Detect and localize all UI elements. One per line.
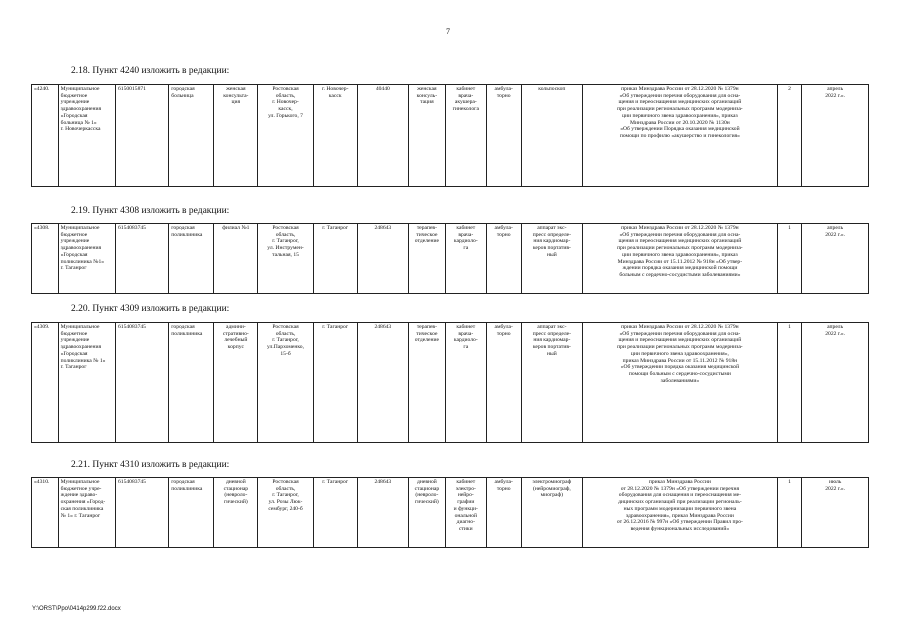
cell-line: аппарат экс-	[537, 324, 567, 330]
section-heading: 2.18. Пункт 4240 изложить в редакции:	[71, 66, 230, 76]
cell-line: «Об утверждении порядка оказания медицинской	[620, 364, 740, 371]
cell-line: 2022 г.».	[825, 231, 846, 238]
cell-line: дицинских организаций при реализации региональ-	[618, 499, 742, 506]
cell-line: больным с сердечно-сосудистыми заболеваниями»	[619, 271, 741, 278]
cell-line: апрель	[827, 324, 844, 330]
cell-line: корпус	[227, 344, 244, 351]
cell-line: админи-	[225, 324, 246, 330]
cell-code: 248643	[357, 323, 408, 443]
cell-num: «4309.	[32, 323, 59, 443]
cell-line: лечебный	[224, 337, 248, 344]
file-path-footer: Y:\ORST\Ppo\0414p299.f22.docx	[32, 606, 121, 612]
cell-line: поликлиника	[171, 330, 203, 337]
cell-line: пресс определе-	[532, 231, 571, 238]
cell-line: охранения «Город-	[60, 499, 106, 506]
cell-line: га	[463, 245, 469, 252]
cell-line: врача-	[458, 330, 474, 337]
cell-line: стики	[458, 525, 473, 532]
cell-line: Ростовская	[272, 225, 299, 231]
cell-line: здравоохранения	[60, 245, 102, 252]
cell-line: г. Таганрог	[322, 225, 349, 231]
cell-line: торно	[496, 231, 511, 238]
cell-line: электро-	[455, 485, 476, 492]
cell-line: тическое	[416, 330, 438, 337]
cell-basis	[583, 323, 778, 443]
cell-line: керов портатив-	[532, 344, 571, 351]
cell-line: поликлиника	[171, 485, 203, 492]
cell-line: приказ Минздрава России	[648, 479, 711, 485]
cell-line: при реализации региональных программ модерниза-	[617, 106, 743, 113]
cell-line: Муниципальное	[60, 86, 100, 92]
cell-line: ния кардиомар-	[533, 337, 571, 344]
cell-line: Ростовская	[272, 324, 299, 330]
cell-line: ул. Инструмен-	[267, 245, 304, 252]
cell-code: 248643	[357, 478, 408, 548]
cell-line: приказ Минздрава России от 15.11.2012 № 918н	[622, 357, 738, 364]
register-table	[31, 477, 869, 548]
cell-line: 2022 г.».	[825, 330, 846, 337]
cell-line: бюджетное учре-	[60, 485, 102, 492]
cell-address	[258, 224, 313, 294]
cell-line: кардиоло-	[453, 337, 478, 344]
cell-line: амбула-	[494, 86, 513, 92]
table-row	[32, 478, 869, 548]
cell-line: торно	[496, 330, 511, 337]
cell-line: Ростовская	[272, 479, 299, 485]
cell-line: учреждение	[60, 337, 90, 344]
cell-type	[169, 224, 214, 294]
cell-line: № 1» г. Таганрог	[60, 512, 101, 519]
cell-unit	[214, 85, 258, 187]
cell-line: учреждение	[60, 99, 90, 106]
cell-line: амбула-	[494, 324, 513, 330]
cell-line: щения и переоснащения медицинских организаций	[618, 337, 742, 344]
cell-line: Муниципальное	[60, 324, 100, 330]
cell-line: керов портатив-	[532, 245, 571, 252]
cell-care	[486, 478, 521, 548]
cell-line: область,	[275, 231, 296, 238]
cell-line: кабинет	[456, 86, 476, 92]
cell-line: «Об утверждении Порядка оказания медицинской	[620, 126, 740, 133]
cell-line: при реализации региональных программ модерниза-	[617, 344, 743, 351]
cell-line: поликлиника №1»	[60, 258, 105, 265]
cell-line: отделение	[414, 238, 439, 245]
cell-care	[486, 323, 521, 443]
cell-line: Минздрава России от 15.11.2012 № 918н «Об утвер-	[617, 258, 743, 265]
cell-city	[313, 323, 357, 443]
cell-qty: 1	[777, 478, 802, 548]
cell-date	[802, 323, 869, 443]
cell-line: щения и переоснащения медицинских организаций	[618, 99, 742, 106]
cell-line: 15-б	[280, 350, 291, 357]
cell-line: и функци-	[453, 505, 478, 512]
cell-line: отделение	[414, 337, 439, 344]
cell-line: гический)	[414, 499, 439, 506]
cell-line: Муниципальное	[60, 225, 100, 231]
table-row	[32, 85, 869, 187]
cell-city	[313, 85, 357, 187]
cell-line: область,	[275, 485, 296, 492]
cell-line: (невроло-	[415, 492, 439, 499]
cell-unit	[214, 323, 258, 443]
cell-line: ция	[231, 99, 241, 106]
cell-line: г. Таганрог,	[272, 337, 299, 344]
cell-line: ции первичного звена здравоохранения»,	[630, 350, 729, 357]
cell-inn: 6150015871	[115, 85, 168, 187]
cell-line: от 26.12.2016 № 997н «Об утверждении Правил про-	[616, 519, 743, 526]
cell-line: ул. Горького, 7	[268, 112, 303, 119]
cell-line: Ростовская	[272, 86, 299, 92]
cell-line: приказ Минздрава России от 28.12.2020 № 1379н	[621, 225, 739, 231]
cell-line: поликлиника	[171, 231, 203, 238]
cell-line: Муниципальное	[60, 479, 100, 485]
cell-line: поликлиника № 1»	[60, 357, 106, 364]
cell-line: Минздрава России от 20.10.2020 № 1130н	[630, 119, 730, 126]
cell-line: «Городская	[60, 350, 88, 357]
cell-dept	[408, 478, 445, 548]
cell-qty: 1	[777, 224, 802, 294]
cell-line: ждение здраво-	[60, 492, 98, 499]
cell-line: дневной	[225, 479, 246, 485]
register-table	[31, 322, 869, 443]
cell-line: ул.Пархоменко,	[267, 344, 304, 351]
cell-address	[258, 323, 313, 443]
cell-line: (невроло-	[224, 492, 248, 499]
cell-city	[313, 478, 357, 548]
cell-line: миограф)	[540, 492, 564, 499]
cell-line: сембург, 240-б	[268, 505, 303, 512]
cell-line: аппарат экс-	[537, 225, 567, 231]
cell-line: городская	[171, 225, 195, 231]
cell-line: ская поликлиника	[60, 505, 104, 512]
cell-line: городская	[171, 86, 195, 92]
register-table	[31, 84, 869, 187]
cell-inn: 6154083745	[115, 224, 168, 294]
cell-line: «Городская	[60, 251, 88, 258]
cell-line: «Об утверждении перечня оборудования для осна-	[619, 330, 741, 337]
cell-date	[802, 85, 869, 187]
cell-line: касск,	[278, 106, 293, 113]
cell-line: область,	[275, 330, 296, 337]
cell-line: заболеваниями»	[660, 377, 700, 384]
cell-line: гический)	[223, 499, 248, 506]
cell-care	[486, 85, 521, 187]
cell-institution	[58, 224, 115, 294]
cell-care	[486, 224, 521, 294]
cell-num: «4240.	[32, 85, 59, 187]
table-row	[32, 224, 869, 294]
cell-institution	[58, 478, 115, 548]
cell-line: ных программ модернизации первичного звена	[623, 505, 737, 512]
cell-equipment	[521, 224, 582, 294]
section-heading: 2.20. Пункт 4309 изложить в редакции:	[71, 304, 230, 314]
cell-line: ции первичного звена здравоохранения», приказ	[622, 251, 738, 258]
cell-line: г. Новочеркасска	[60, 126, 101, 133]
cell-line: г. Таганрог,	[272, 238, 299, 245]
cell-room	[445, 224, 486, 294]
cell-line: «Городская	[60, 112, 88, 119]
cell-code: 248643	[357, 224, 408, 294]
cell-line: приказ Минздрава России от 28.12.2020 № 1379н	[621, 324, 739, 330]
cell-line: г. Таганрог	[322, 324, 349, 330]
cell-unit	[214, 224, 258, 294]
cell-line: стративно-	[222, 330, 249, 337]
cell-inn: 6154083745	[115, 478, 168, 548]
cell-line: терапев-	[416, 225, 437, 231]
cell-line: г. Таганрог,	[272, 492, 299, 499]
cell-num: «4310.	[32, 478, 59, 548]
cell-line: г. Таганрог	[322, 479, 349, 485]
cell-line: 2022 г.».	[825, 485, 846, 492]
cell-line: терапев-	[416, 324, 437, 330]
cell-num: «4308.	[32, 224, 59, 294]
cell-line: апрель	[827, 225, 844, 231]
cell-institution	[58, 85, 115, 187]
cell-line: «Об утверждении перечня оборудования для осна-	[619, 231, 741, 238]
cell-line: торно	[496, 92, 511, 99]
cell-address	[258, 85, 313, 187]
cell-line: врача-	[458, 231, 474, 238]
cell-line: га	[463, 344, 469, 351]
cell-line: г. Таганрог	[60, 364, 87, 371]
cell-line: касск	[328, 92, 342, 99]
cell-line: г. Новочер-	[272, 99, 299, 106]
cell-line: пресс определе-	[532, 330, 571, 337]
cell-dept	[408, 85, 445, 187]
cell-line: кабинет	[456, 324, 476, 330]
section-heading: 2.21. Пункт 4310 изложить в редакции:	[71, 460, 230, 470]
cell-line: здравоохранения	[60, 106, 102, 113]
cell-equipment	[521, 323, 582, 443]
cell-line: ния кардиомар-	[533, 238, 571, 245]
cell-line: филиал №1	[222, 225, 250, 231]
cell-equipment	[521, 478, 582, 548]
cell-line: нейро-	[457, 492, 474, 499]
cell-line: женская	[226, 86, 246, 92]
cell-line: ции первичного звена здравоохранения», приказ	[622, 112, 738, 119]
cell-line: ждении порядка оказания медицинской помощи	[622, 265, 738, 272]
cell-line: амбула-	[494, 225, 513, 231]
cell-dept	[408, 224, 445, 294]
cell-line: городская	[171, 324, 195, 330]
cell-line: дневной	[417, 479, 437, 485]
cell-line: приказ Минздрава России от 28.12.2020 № 1379н	[621, 86, 739, 92]
cell-line: ведения функциональных исследований»	[630, 525, 730, 532]
cell-line: кабинет	[456, 479, 476, 485]
cell-line: кабинет	[456, 225, 476, 231]
cell-line: кардиоло-	[453, 238, 478, 245]
cell-line: стационар	[223, 485, 249, 492]
cell-type	[169, 323, 214, 443]
cell-line: 2022 г.».	[825, 92, 846, 99]
cell-room	[445, 85, 486, 187]
section-heading: 2.19. Пункт 4308 изложить в редакции:	[71, 206, 230, 216]
cell-line: диагно-	[456, 519, 475, 526]
cell-code: 40440	[357, 85, 408, 187]
cell-equipment	[521, 85, 582, 187]
cell-line: здравоохранения», приказ Минздрава России	[625, 512, 734, 519]
cell-line: «Об утверждении перечня оборудования для осна-	[619, 92, 741, 99]
cell-line: электромиограф	[532, 479, 572, 485]
table-row	[32, 323, 869, 443]
cell-line: больница № 1»	[60, 119, 97, 126]
cell-line: консульта-	[223, 92, 249, 99]
register-table	[31, 223, 869, 294]
cell-line: стационар	[414, 485, 440, 492]
cell-line: помощи больным с сердечно-сосудистыми	[628, 370, 731, 377]
cell-basis	[583, 224, 778, 294]
cell-date	[802, 224, 869, 294]
cell-line: июль	[828, 479, 842, 485]
cell-line: ный	[546, 251, 557, 258]
cell-room	[445, 478, 486, 548]
cell-line: учреждение	[60, 238, 90, 245]
cell-line: тальная, 15	[272, 251, 299, 258]
cell-line: амбула-	[494, 479, 513, 485]
cell-room	[445, 323, 486, 443]
cell-line: врача-	[458, 92, 474, 99]
cell-inn: 6154083745	[115, 323, 168, 443]
cell-line: от 28.12.2020 № 1379н «Об утверждении перечня	[620, 485, 740, 492]
cell-line: больница	[171, 92, 194, 99]
cell-dept	[408, 323, 445, 443]
cell-line: графии	[457, 499, 475, 506]
cell-line: (нейромиограф,	[532, 485, 571, 492]
cell-line: консуль-	[416, 92, 438, 99]
cell-line: г. Новочер-	[321, 86, 349, 92]
cell-line: ул. Розы Люк-	[268, 499, 303, 506]
cell-line: тация	[420, 99, 434, 106]
cell-unit	[214, 478, 258, 548]
cell-line: область,	[275, 92, 296, 99]
cell-qty: 1	[777, 323, 802, 443]
cell-basis	[583, 478, 778, 548]
cell-line: ональной	[454, 512, 478, 519]
cell-city	[313, 224, 357, 294]
cell-line: гинеколога	[452, 106, 479, 113]
cell-line: бюджетное	[60, 330, 88, 337]
cell-line: тическое	[416, 231, 438, 238]
cell-address	[258, 478, 313, 548]
cell-line: городская	[171, 479, 195, 485]
page-number: 7	[446, 27, 450, 36]
cell-date	[802, 478, 869, 548]
cell-institution	[58, 323, 115, 443]
cell-line: кольпоскоп	[538, 86, 566, 92]
cell-line: ный	[546, 350, 557, 357]
cell-line: торно	[496, 485, 511, 492]
cell-type	[169, 85, 214, 187]
cell-line: оборудования для оснащения и переоснащения ме-	[618, 492, 741, 499]
cell-line: апрель	[827, 86, 844, 92]
cell-line: помощи по профилю «акушерство и гинекология»	[619, 132, 740, 139]
cell-line: бюджетное	[60, 92, 88, 99]
cell-line: г. Таганрог	[60, 265, 87, 272]
cell-line: акушера-	[454, 99, 477, 106]
cell-line: при реализации региональных программ модерниза-	[617, 245, 743, 252]
cell-qty: 2	[777, 85, 802, 187]
cell-line: бюджетное	[60, 231, 88, 238]
cell-line: здравоохранения	[60, 344, 102, 351]
cell-line: женская	[417, 86, 437, 92]
cell-type	[169, 478, 214, 548]
cell-basis	[583, 85, 778, 187]
cell-line: щения и переоснащения медицинских организаций	[618, 238, 742, 245]
